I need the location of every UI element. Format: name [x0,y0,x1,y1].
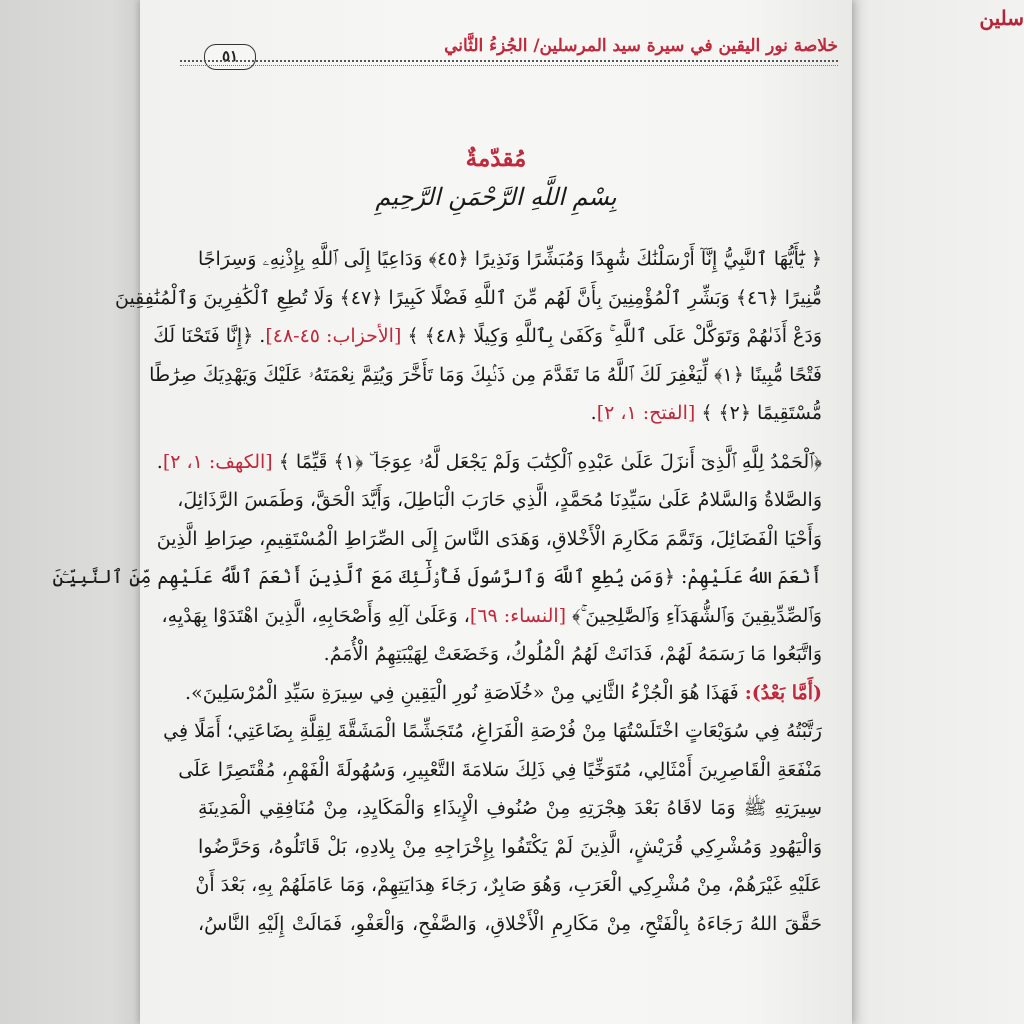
text-line: وَالصَّلاةُ وَالسَّلامُ عَلَىٰ سَيِّدِنَا مُحَمَّدٍ، الَّذِي حَارَبَ الْبَاطِلَ، وَأَيَّدَ الْحَقَّ، وَطَمَسَ الرَّذَائِلَ، [177,489,822,511]
header-divider [180,60,838,62]
left-margin [0,0,140,1024]
text-line: مُّنِيرًا ﴿٤٦﴾ وَبَشِّرِ ٱلْمُؤْمِنِينَ بِأَنَّ لَهُم مِّنَ ٱللَّهِ فَضْلًا كَبِيرًا ﴿٤٧﴾ وَلَا تُطِعِ ٱلْكَٰفِرِينَ وَٱلْمُنَٰفِقِينَ [114,286,822,309]
book-page [52,0,852,1024]
text-line: فَتْحًا مُّبِينًا ﴿١﴾ لِّيَغْفِرَ لَكَ ٱللَّهُ مَا تَقَدَّمَ مِن ذَنۢبِكَ وَمَا تَأَخَّرَ وَيُتِمَّ نِعْمَتَهُۥ عَلَيْكَ وَيَهْدِيَكَ صِرَٰطًا [149,363,822,386]
text-line: ﴿ يَٰٓأَيُّهَا ٱلنَّبِيُّ إِنَّآ أَرْسَلْنَٰكَ شَٰهِدًا وَمُبَشِّرًا وَنَذِيرًا ﴿٤٥﴾ وَدَاعِيًا إِلَى ٱللَّهِ بِإِذْنِهِۦ وَسِرَاجًا [198,248,822,270]
page-number: ٥١ [204,44,256,70]
basmala-calligraphy: بِسْمِ اللَّهِ الرَّحْمَنِ الرَّحِيمِ [375,183,617,211]
body-text [52,240,822,943]
text-line: (أَمَّا بَعْدُ): فَهَذَا هُوَ الْجُزْءُ الثَّانِي مِنْ «خُلَاصَةِ نُورِ الْيَقِينِ فِي سِيرَةِ سَيِّدِ الْمُرْسَلِينَ». [185,681,822,704]
text-line: حَقَّقَ اللهُ رَجَاءَهُ بِالْفَتْحِ، مِنْ مَكَارِمِ الْأَخْلاقِ، وَالصَّفْحِ، وَالْعَفْوِ، فَمَالَتْ إِلَيْهِ النَّاسُ، [198,912,822,935]
text-line: مَنْفَعَةِ الْقَاصِرِينَ أَمْثَالِي، مُتَوَخِّيًا فِي ذَلِكَ سَلامَةَ التَّعْبِيرِ، وَسُهُولَةَ الْفَهْمِ، مُقْتَصِرًا عَلَى [178,758,822,781]
running-header-title: خلاصة نور اليقين في سيرة سيد المرسلين/ الجُزءُ الثَّاني [444,36,838,56]
ammaa-baad-lead: (أَمَّا بَعْدُ): [744,681,822,704]
section-title: مُقدّمةٌ [465,145,527,172]
verse-reference: [النساء: ٦٩] [469,604,567,627]
text-line: وَاتَّبَعُوا مَا رَسَمَهُ لَهُمْ، فَدَانَتْ لَهُمُ الْمُلُوكُ، وَخَضَعَتْ لِهَيْبَتِهِمُ الْأُمَمُ. [323,643,822,665]
facing-page-header: سلين [979,6,1024,30]
text-line: وَالْيَهُودِ وَمُشْرِكِي قُرَيْشٍ، الَّذِينَ لَمْ يَكْتَفُوا بِإِخْرَاجِهِ مِنْ بِلادِهِ، بَلْ قَاتَلُوهُ، وَحَرَّضُوا [198,835,822,858]
text-line: مُّسْتَقِيمًا ﴿٢﴾ ﴾ [الفتح: ١، ٢]. [590,402,822,424]
text-line: ﴿ٱلْحَمْدُ لِلَّهِ ٱلَّذِىٓ أَنزَلَ عَلَىٰ عَبْدِهِ ٱلْكِتَٰبَ وَلَمْ يَجْعَل لَّهُۥ عِوَجَا ۜ ﴿١﴾ قَيِّمًا ﴾ [الكهف: ١، ٢]. [156,450,822,473]
facing-page-text [848,88,1024,166]
header-divider-secondary [180,65,838,66]
verse-reference: [الفتح: ١، ٢] [596,402,696,424]
facing-page [848,0,1024,1024]
text-line: وَدَعْ أَذَىٰهُمْ وَتَوَكَّلْ عَلَى ٱللَّهِ ۚ وَكَفَىٰ بِٱللَّهِ وَكِيلًا ﴿٤٨﴾ ﴾ [الأحزاب: ٤٥-٤٨]. ﴿إِنَّا فَتَحْنَا لَكَ [153,325,822,347]
text-line: رَتَّبْتُهُ فِي سُوَيْعَاتٍ اخْتَلَسْتُهَا مِنْ فُرْصَةِ الْفَرَاغِ، مُتَجَشِّمًا الْمَشَقَّةَ لِقِلَّةِ بِضَاعَتِي؛ أَمَلًا فِي [163,720,822,742]
verse-reference: [الأحزاب: ٤٥-٤٨] [265,325,402,347]
verse-reference: [الكهف: ١، ٢] [162,450,273,473]
text-line: أَنْعَمَ اللهُ عَلَيْهِمْ: ﴿وَمَن يُطِعِ ٱللَّهَ وَٱلرَّسُولَ فَأُو۟لَٰٓئِكَ مَعَ ٱلَّذِينَ أَنْعَمَ ٱللَّهُ عَلَيْهِم مِّنَ ٱلنَّبِيِّـۧنَ [52,566,822,588]
text-line: وَٱلصِّدِّيقِينَ وَٱلشُّهَدَآءِ وَٱلصَّٰلِحِينَ ۚ﴾ [النساء: ٦٩]، وَعَلَىٰ آلِهِ وَأَصْحَابِهِ، الَّذِينَ اهْتَدَوْا بِهَدْيِهِ، [161,604,822,627]
text-line: سِيرَتِهِ ﷺ وَمَا لاقَاهُ بَعْدَ هِجْرَتِهِ مِنْ صُنُوفِ الْإِيذَاءِ وَالْمَكَايِدِ، مِنْ مُنَافِقِي الْمَدِينَةِ [198,797,822,819]
text-line: وَأَحْيَا الْفَضَائِلَ، وَتَمَّمَ مَكَارِمَ الْأَخْلاقِ، وَهَدَى النَّاسَ إِلَى الصِّرَاطِ الْمُسْتَقِيمِ، صِرَاطِ الَّذِينَ [156,527,822,550]
text-line: عَلَيْهِ غَيْرَهُمْ، مِنْ مُشْرِكِي الْعَرَبِ، وَهُوَ صَابِرٌ، رَجَاءَ هِدَايَتِهِمْ، وَمَا عَامَلَهُمْ بِهِ، بَعْدَ أَنْ [195,874,822,896]
